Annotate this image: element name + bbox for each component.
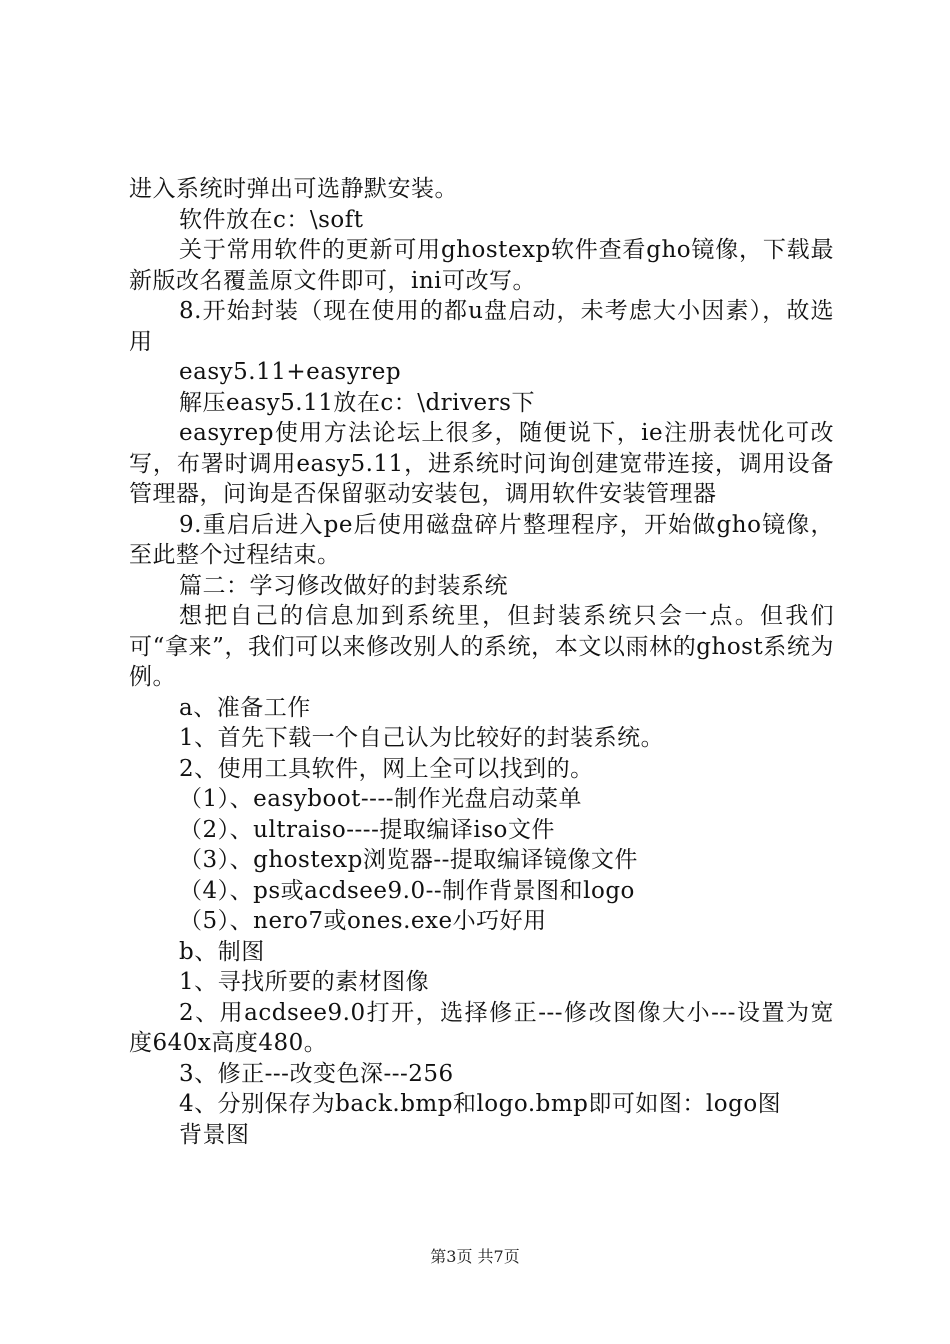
paragraph: easyrep使用方法论坛上很多，随便说下，ie注册表忧化可改写，布署时调用easy5.11，进系统时问询创建宽带连接，调用设备管理器，问询是否保留驱动安装包，调用软件安装管理器	[129, 420, 834, 507]
paragraph: 进入系统时弹出可选静默安装。	[129, 176, 458, 202]
paragraph: 背景图	[179, 1121, 250, 1148]
paragraph: 软件放在c：\soft	[179, 206, 364, 233]
paragraph: 2、使用工具软件，网上全可以找到的。	[179, 755, 594, 782]
paragraph: 2、用acdsee9.0打开，选择修正---修改图像大小---设置为宽度640x高度480。	[129, 999, 834, 1056]
paragraph: 8.开始封装（现在使用的都u盘启动，未考虑大小因素），故选用	[129, 298, 834, 355]
paragraph: 4、分别保存为back.bmp和logo.bmp即可如图：logo图	[179, 1091, 782, 1117]
paragraph: 篇二：学习修改做好的封装系统	[179, 572, 508, 599]
page-footer: 第3页 共7页	[430, 1247, 520, 1266]
paragraph: （4）、ps或acdsee9.0--制作背景图和logo	[179, 877, 635, 904]
paragraph: （3）、ghostexp浏览器--提取编译镜像文件	[179, 847, 638, 873]
paragraph: 9.重启后进入pe后使用磁盘碎片整理程序，开始做gho镜像，至此整个过程结束。	[129, 511, 834, 568]
paragraph: （5）、nero7或ones.exe小巧好用	[179, 908, 547, 934]
paragraph: 3、修正---改变色深---256	[179, 1060, 454, 1087]
paragraph: easy5.11+easyrep	[179, 359, 402, 385]
paragraph: b、制图	[179, 938, 265, 965]
paragraph: 1、寻找所要的素材图像	[179, 969, 430, 995]
paragraph: （1）、easyboot----制作光盘启动菜单	[179, 786, 582, 812]
paragraph: （2）、ultraiso----提取编译iso文件	[179, 816, 555, 843]
paragraph: 关于常用软件的更新可用ghostexp软件查看gho镜像，下载最新版改名覆盖原文件即可，ini可改写。	[129, 237, 834, 294]
paragraph: 想把自己的信息加到系统里，但封装系统只会一点。但我们可“拿来”，我们可以来修改别人的系统，本文以雨林的ghost系统为例。	[129, 603, 834, 690]
document-body	[129, 174, 834, 1150]
paragraph: 1、首先下载一个自己认为比较好的封装系统。	[179, 725, 665, 751]
paragraph: a、准备工作	[179, 694, 311, 721]
paragraph: 解压easy5.11放在c：\drivers下	[179, 389, 535, 416]
